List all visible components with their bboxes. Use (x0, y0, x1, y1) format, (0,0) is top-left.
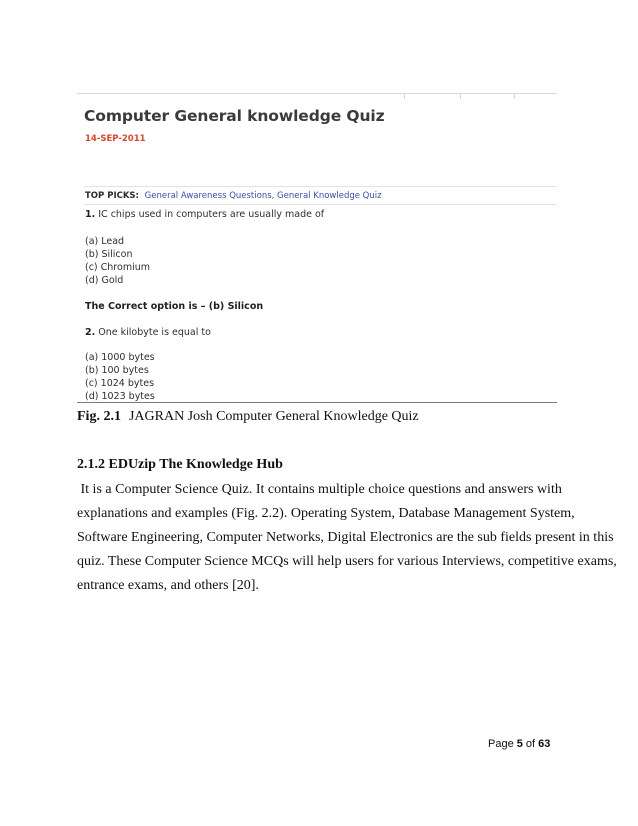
paragraph-line: quiz. These Computer Science MCQs will help users for various Interviews, competitive exams, (77, 554, 617, 569)
option-item: (b) 100 bytes (85, 365, 149, 376)
question-text: One kilobyte is equal to (98, 327, 211, 338)
paragraph-line: It is a Computer Science Quiz. It contains multiple choice questions and answers with (77, 482, 562, 497)
paragraph-line: entrance exams, and others [20]. (77, 578, 259, 593)
option-item: (a) Lead (85, 236, 125, 247)
figure-bottom-border (77, 402, 557, 403)
question-number: 1. (85, 209, 96, 220)
page-current: 5 (516, 738, 523, 750)
body-paragraph (77, 478, 617, 598)
question-text: IC chips used in computers are usually made of (98, 209, 325, 220)
quiz-figure (77, 93, 557, 402)
option-item: (d) 1023 bytes (85, 391, 155, 402)
page-total: 63 (538, 738, 551, 750)
paragraph-line: explanations and examples (Fig. 2.2). Operating System, Database Management System, (77, 506, 575, 521)
question-1 (85, 209, 324, 220)
option-item: (d) Gold (85, 275, 124, 286)
caption-text: JAGRAN Josh Computer General Knowledge Quiz (128, 409, 419, 424)
option-item: (c) 1024 bytes (85, 378, 155, 389)
page-prefix: Page (488, 738, 517, 750)
divider (84, 186, 557, 187)
page-of: of (522, 738, 539, 750)
figure-caption (77, 409, 419, 425)
section-heading: 2.1.2 EDUzip The Knowledge Hub (77, 457, 283, 472)
top-picks-links[interactable]: General Awareness Questions, General Knowledge Quiz (144, 191, 382, 201)
figure-tick (404, 93, 405, 99)
figure-tick (460, 93, 461, 99)
top-picks-label: TOP PICKS: (85, 191, 139, 201)
question-2 (85, 327, 211, 338)
correct-answer: The Correct option is – (b) Silicon (85, 301, 264, 312)
figure-tick (514, 93, 515, 99)
option-item: (c) Chromium (85, 262, 150, 273)
page-number (488, 738, 550, 750)
question-number: 2. (85, 327, 96, 338)
caption-label: Fig. 2.1 (77, 409, 121, 424)
option-item: (b) Silicon (85, 249, 133, 260)
top-picks (85, 191, 382, 201)
figure-top-border (77, 93, 557, 94)
divider (84, 204, 557, 205)
quiz-title: Computer General knowledge Quiz (84, 107, 385, 125)
option-item: (a) 1000 bytes (85, 352, 155, 363)
quiz-date: 14-SEP-2011 (85, 134, 146, 144)
paragraph-line: Software Engineering, Computer Networks, Digital Electronics are the sub fields present in this (77, 530, 614, 545)
